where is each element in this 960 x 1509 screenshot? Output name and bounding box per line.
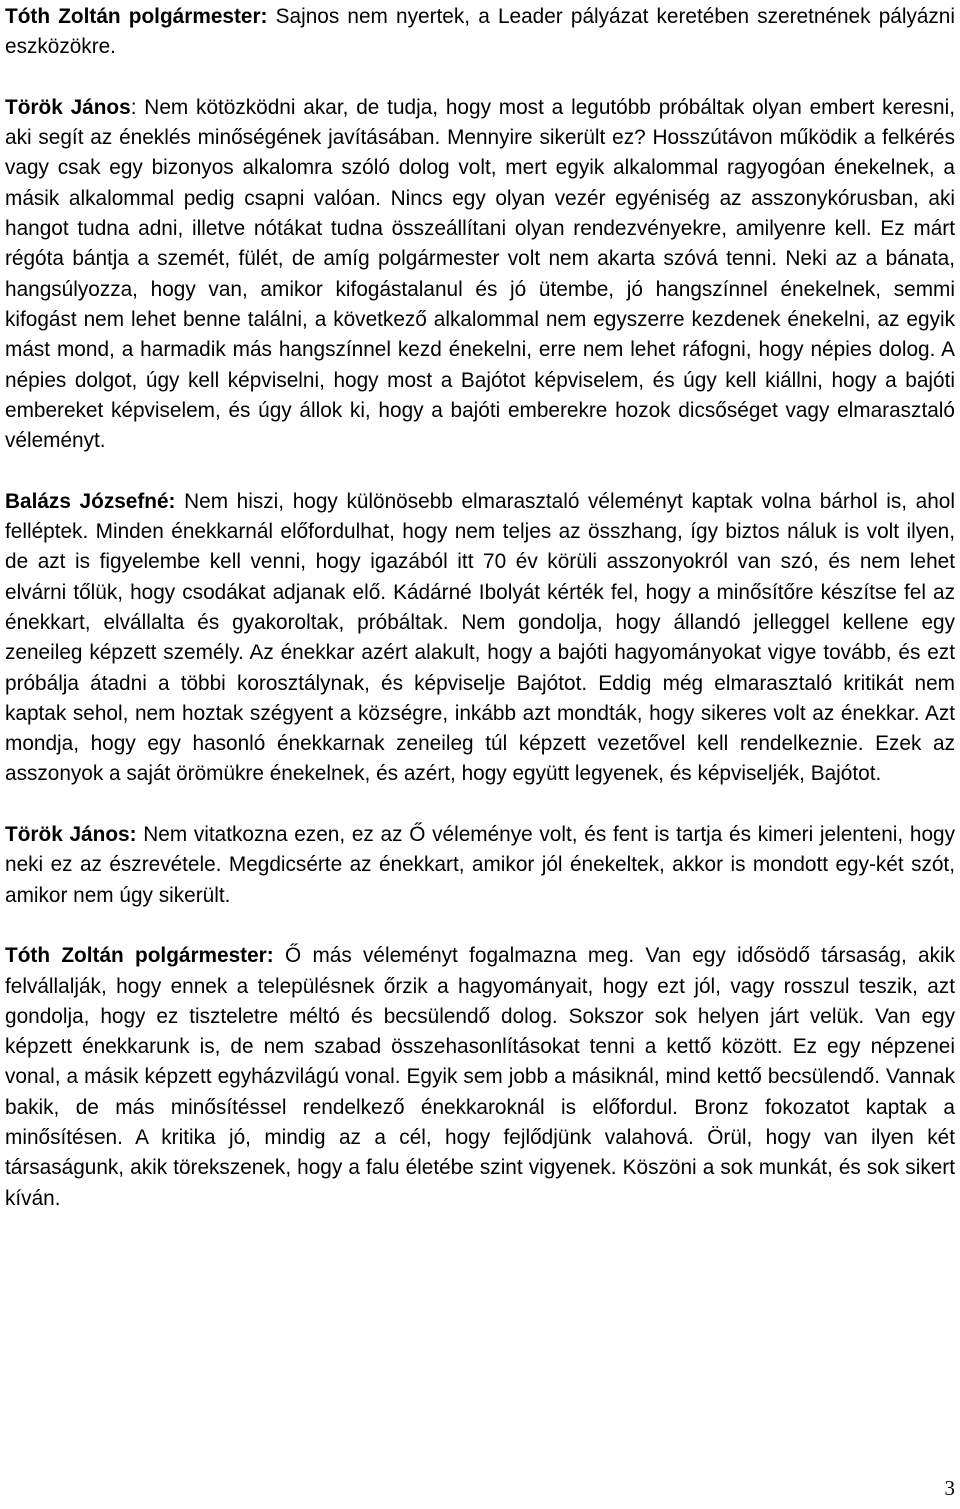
- paragraph-text: Nem vitatkozna ezen, ez az Ő véleménye volt, és fent is tartja és kimeri jelenteni, hogy neki ez az észrevétele. Megdicsérte az énekkart, amikor jól énekeltek, akkor is mondott egy-két szót, amikor nem úgy sikerült.: [5, 823, 955, 907]
- paragraph-text: Nem hiszi, hogy különösebb elmarasztaló véleményt kaptak volna bárhol is, ahol felléptek. Minden énekkarnál előfordulhat, hogy nem teljes az összhang, így biztos náluk is volt ilyen, de azt is figyelembe kell venni, hogy igazából itt 70 év körüli asszonyokról van szó, és nem lehet elvárni tőlük, hogy csodákat adjanak elő. Kádárné Ibolyát kérték fel, hogy a minősítőre készítse fel az énekkart, elvállalta és gyakoroltak, próbáltak. Nem gondolja, hogy állandó jelleggel kellene egy zeneileg képzett személy. Az énekkar azért alakult, hogy a bajóti hagyományokat vigye tovább, és ezt próbálja átadni a többi korosztálynak, és képviselje Bajótot. Eddig még elmarasztaló kritikát nem kaptak sehol, nem hoztak szégyent a községre, inkább azt mondták, hogy sikeres volt az énekkar. Azt mondja, hogy egy hasonló énekkarnak zeneileg túl képzett vezetővel kell rendelkeznie. Ezek az asszonyok a saját örömükre énekelnek, és azért, hogy együtt legyenek, és képviseljék, Bajótot.: [5, 489, 955, 786]
- paragraph-balazs-jozsefne: [5, 487, 955, 790]
- paragraph-torok-janos-1: [5, 93, 955, 457]
- paragraph-text: : Nem kötözködni akar, de tudja, hogy most a legutóbb próbáltak olyan embert keresni, aki segít az éneklés minőségének javításában. Mennyire sikerült ez? Hosszútávon működik a felkérés vagy csak egy bizonyos alkalomra szóló dolog volt, mert egyik alkalommal ragyogóan énekelnek, a másik alkalommal pedig csapni valóan. Nincs egy olyan vezér egyéniség az asszonykórusban, aki hangot tudna adni, illetve nótákat tudna összeállítani olyan rendezvényekre, amilyenre kell. Ez márt régóta bántja a szemét, fülét, de amíg polgármester volt nem akarta szóvá tenni. Neki az a bánata, hangsúlyozza, hogy van, amikor kifogástalanul és jó ütembe, jó hangszínnel énekelnek, semmi kifogást nem lehet benne találni, a következő alkalommal nem egyszerre kezdenek énekelni, az egyik mást mond, a harmadik más hangszínnel kezd énekelni, erre nem lehet ráfogni, hogy népies dolog. A népies dolgot, úgy kell képviselni, hogy most a Bajótot képviselem, és úgy kell kiállni, hogy a bajóti embereket képviselem, és úgy állok ki, hogy a bajóti emberekre hozok dicsőséget vagy elmarasztaló véleményt.: [5, 95, 955, 453]
- speaker-name: Török János:: [5, 823, 137, 847]
- speaker-name: Tóth Zoltán polgármester:: [5, 944, 274, 968]
- document-body: [5, 2, 955, 1244]
- page-number: 3: [944, 1476, 955, 1500]
- speaker-name: Tóth Zoltán polgármester:: [5, 5, 268, 28]
- paragraph-text: Sajnos nem nyertek, a Leader pályázat keretében szeretnének pályázni eszközökre.: [5, 5, 955, 59]
- speaker-name: Balázs Józsefné:: [5, 489, 176, 513]
- paragraph-torok-janos-2: [5, 820, 955, 911]
- paragraph-toth-zoltan-1: [5, 2, 955, 63]
- speaker-name: Török János: [5, 95, 131, 119]
- paragraph-toth-zoltan-2: [5, 941, 955, 1214]
- paragraph-text: Ő más véleményt fogalmazna meg. Van egy idősödő társaság, akik felvállalják, hogy ennek a településnek őrzik a hagyományait, hogy ezt jól, vagy rosszul teszik, azt gondolja, hogy ez tiszteletre méltó és becsülendő dolog. Sokszor sok helyen járt velük. Van egy képzett énekkarunk is, de nem szabad összehasonlításokat tenni a kettő között. Ez egy népzenei vonal, a másik képzett egyházvilágú vonal. Egyik sem jobb a másiknál, mind kettő becsülendő. Vannak bakik, de más minősítéssel rendelkező énekkaroknál is előfordul. Bronz fokozatot kaptak a minősítésen. A kritika jó, mindig az a cél, hogy fejlődjünk valahová. Örül, hogy van ilyen két társaságunk, akik törekszenek, hogy a falu életébe szint vigyenek. Köszöni a sok munkát, és sok sikert kíván.: [5, 944, 955, 1210]
